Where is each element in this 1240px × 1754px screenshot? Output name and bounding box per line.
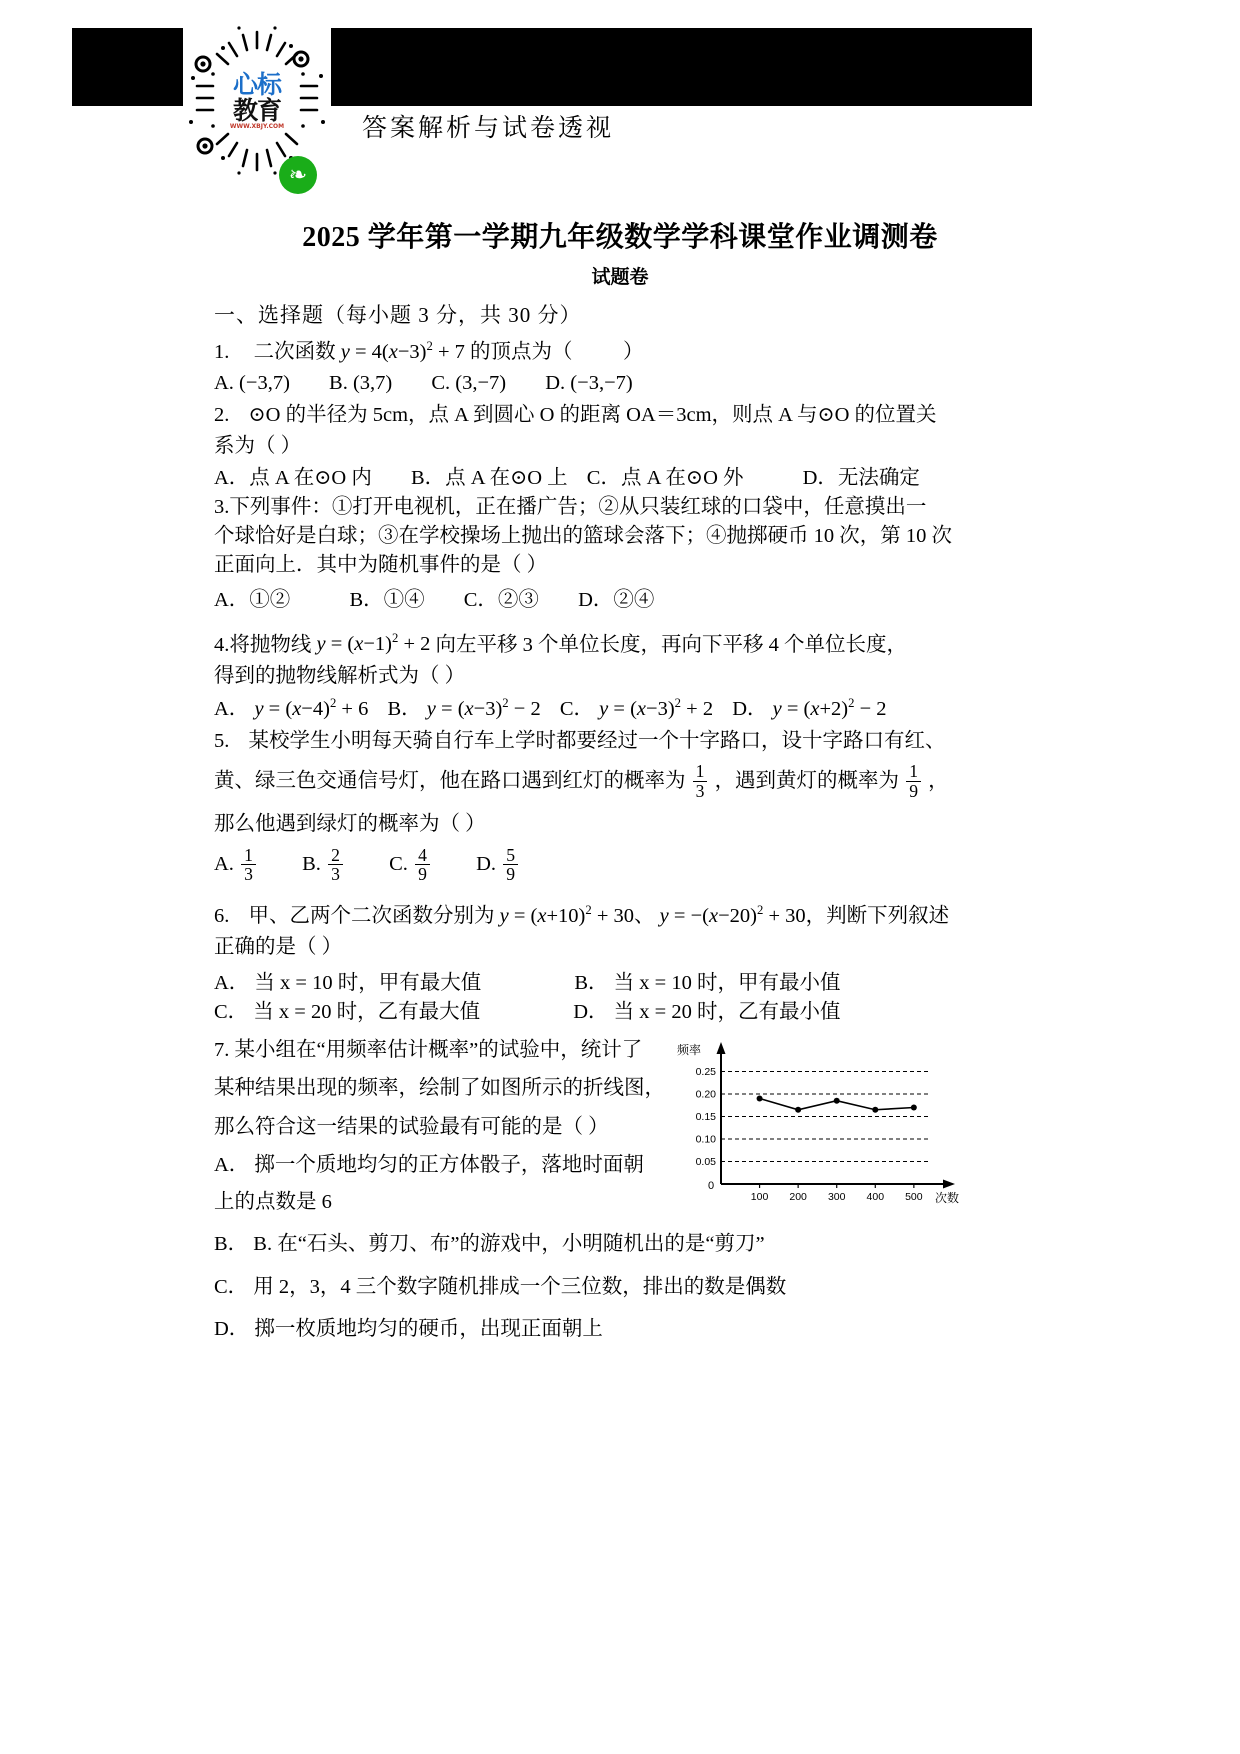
question-6-formula-1: $y = (x+10)^2 + 30$ (499, 902, 635, 927)
question-4-line-1 (214, 633, 1014, 655)
question-7-line-3: 那么符合这一结果的试验最有可能的是（ ） (214, 1115, 609, 1138)
svg-text:500: 500 (905, 1190, 923, 1203)
svg-text:400: 400 (866, 1190, 885, 1203)
question-5-text-2a: 黄、绿三色交通信号灯，他在路口遇到红灯的概率为 (214, 769, 686, 792)
fraction: $\frac{4}{9}$ (415, 846, 430, 884)
option-b[interactable]: B． B. 在“石头、剪刀、布”的游戏中，小明随机出的是“剪刀” (214, 1233, 765, 1256)
question-5-line-1 (214, 731, 1014, 752)
question-5-text-1: 某校学生小明每天骑自行车上学时都要经过一个十字路口，设十字路口有红、 (248, 729, 946, 752)
option-b[interactable]: B．点 A 在⊙O 上 (410, 466, 568, 489)
brand-line-1: 心标 (232, 70, 281, 99)
question-5-number: 5. (214, 729, 230, 752)
svg-text:200: 200 (789, 1190, 807, 1203)
option-c[interactable]: C. $\frac{4}{9}$ (389, 853, 437, 875)
question-7-text (214, 1040, 669, 1213)
question-6-text-post: ，判断下列叙述 (805, 904, 950, 927)
fraction-one-third: $\frac{1}{3}$ (693, 762, 708, 800)
wechat-miniprogram-icon: ❧ (279, 156, 317, 194)
option-b[interactable]: B. (3,7) (329, 372, 393, 395)
option-d[interactable]: D． $y = (x+2)^2 - 2$ (732, 696, 887, 721)
question-7 (214, 1040, 1014, 1340)
question-3 (214, 494, 1014, 614)
option-a[interactable]: A. $\frac{1}{3}$ (214, 853, 263, 875)
question-1-formula: $y = 4(x-3)^2 + 7$ (340, 339, 465, 363)
question-2 (214, 405, 1014, 489)
question-1-options (214, 373, 1014, 394)
question-6-text-pre: 甲、乙两个二次函数分别为 (248, 904, 500, 927)
option-c[interactable]: C． 当 x = 20 时，乙有最大值 (214, 1001, 481, 1024)
option-b[interactable]: B． $y = (x-3)^2 - 2$ (387, 696, 541, 721)
question-6 (214, 904, 1014, 1028)
option-c[interactable]: C．点 A 在⊙O 外 (586, 466, 744, 489)
question-4-line-2: 得到的抛物线解析式为（ ） (214, 664, 466, 687)
question-3-text-1: 下列事件：①打开电视机，正在播广告；②从只装红球的口袋中，任意摸出一 (229, 496, 927, 519)
chart-svg (659, 1034, 989, 1209)
svg-text:0.25: 0.25 (695, 1065, 716, 1078)
option-d[interactable]: D． 掷一枚质地均匀的硬币，出现正面朝上 (214, 1318, 603, 1341)
question-6-number: 6. (214, 904, 230, 927)
option-a[interactable]: A． $y = (x-4)^2 + 6$ (214, 696, 369, 721)
question-2-line-1 (214, 405, 1014, 426)
option-d[interactable]: D. (−3,−7) (545, 372, 633, 395)
option-c[interactable]: C．②③ (463, 589, 539, 612)
question-3-number: 3. (214, 496, 230, 519)
qr-code[interactable] (183, 26, 331, 188)
question-1 (214, 340, 1014, 394)
question-7-text-1: 某小组在“用频率估计概率”的试验中，统计了 (234, 1038, 643, 1061)
option-d[interactable]: D． 当 x = 20 时，乙有最小值 (573, 1001, 841, 1024)
question-1-stem-pre: 二次函数 (253, 340, 341, 363)
question-4-options (214, 697, 1014, 719)
qr-brand-logo (214, 66, 300, 136)
question-7-number: 7. (214, 1038, 230, 1061)
question-1-number: 1. (214, 340, 230, 363)
brand-url: WWW.XBJY.COM (229, 123, 285, 130)
option-c[interactable]: C. (3,−7) (431, 372, 507, 395)
question-6-formula-2: $y = -(x-20)^2 + 30$ (659, 902, 806, 927)
fraction: $\frac{2}{3}$ (328, 846, 343, 884)
option-b[interactable]: B. $\frac{2}{3}$ (302, 853, 350, 875)
question-7-remaining-options (214, 1234, 1014, 1340)
page-title: 2025 学年第一学期九年级数学学科课堂作业调测卷 (302, 222, 938, 253)
svg-text:0.05: 0.05 (695, 1155, 716, 1168)
question-2-line-2: 系为（ ） (214, 435, 302, 458)
question-5-options (214, 846, 1014, 884)
option-a[interactable]: A． 掷一个质地均匀的正方体骰子，落地时面朝 (214, 1154, 644, 1177)
question-7-line-2: 某种结果出现的频率，绘制了如图所示的折线图， (214, 1077, 665, 1100)
chart-y-gridlines (696, 1066, 931, 1168)
svg-text:0.15: 0.15 (695, 1110, 716, 1123)
question-3-line-3: 正面向上．其中为随机事件的是（ ） (214, 554, 548, 577)
question-1-stem-post: 的顶点为（ (470, 340, 573, 363)
option-b[interactable]: B．①④ (349, 589, 425, 612)
question-3-options (214, 587, 1014, 614)
question-5-text-2c: ， (928, 769, 949, 792)
chart-xlabel: 次数 (935, 1190, 960, 1205)
option-a[interactable]: A．①② (214, 589, 291, 612)
question-4-formula: $y = (x-1)^2 + 2$ (316, 631, 431, 656)
svg-text:0.10: 0.10 (695, 1133, 716, 1146)
option-d[interactable]: D．②④ (578, 589, 655, 612)
option-a[interactable]: A. (−3,7) (214, 372, 290, 395)
exam-body (214, 305, 1014, 1346)
question-7-line-1 (214, 1040, 669, 1061)
question-5-text-2b: ，遇到黄灯的概率为 (714, 769, 900, 792)
brand-line-2: 教育 (232, 96, 281, 125)
question-4-text-post: 向左平移 3 个单位长度，再向下平移 4 个单位长度， (430, 633, 908, 656)
option-d[interactable]: D．无法确定 (802, 466, 920, 489)
option-a-cont: 上的点数是 6 (214, 1190, 332, 1213)
question-6-options (214, 969, 1014, 1028)
question-4-number: 4. (214, 633, 230, 656)
question-2-options (214, 468, 1014, 489)
question-3-line-2: 个球恰好是白球；③在学校操场上抛出的篮球会落下；④抛掷硬币 10 次，第 10 次 (214, 525, 952, 548)
fraction-one-ninth: $\frac{1}{9}$ (906, 762, 921, 800)
option-a[interactable]: A．点 A 在⊙O 内 (214, 466, 372, 489)
chart-x-ticks (751, 1184, 923, 1203)
banner-subtitle: 答案解析与试卷透视 (362, 115, 615, 142)
option-b[interactable]: B． 当 x = 10 时，甲有最小值 (574, 971, 841, 994)
question-2-number: 2. (214, 403, 230, 426)
question-3-line-1 (214, 494, 1014, 521)
question-4-text-pre: 将抛物线 (229, 633, 317, 656)
chart-origin-label: 0 (707, 1179, 715, 1192)
question-2-text-1: ⊙O 的半径为 5cm，点 A 到圆心 O 的距离 OA＝3cm，则点 A 与⊙O 的位置关 (248, 403, 937, 426)
svg-text:300: 300 (827, 1190, 846, 1203)
section-heading: 一、选择题（每小题 3 分，共 30 分） (214, 303, 582, 327)
svg-text:0.20: 0.20 (695, 1088, 716, 1101)
fraction: $\frac{5}{9}$ (503, 846, 518, 884)
option-d[interactable]: D. $\frac{5}{9}$ (476, 853, 520, 875)
fraction: $\frac{1}{3}$ (241, 846, 256, 884)
question-1-stem: 1. 二次函数 $y = 4(x-3)^2 + 7$ 的顶点为（ ） (214, 339, 644, 363)
svg-text:100: 100 (750, 1190, 769, 1203)
question-6-line-1: 6. 甲、乙两个二次函数分别为 $y = (x+10)^2 + 30$、 $y = -(x-20)^2 + 30$，判断下列叙述 (214, 902, 950, 927)
option-c[interactable]: C． $y = (x-3)^2 + 2$ (559, 696, 714, 721)
question-5-line-3: 那么他遇到绿灯的概率为（ ） (214, 813, 486, 836)
question-6-line-2: 正确的是（ ） (214, 936, 343, 958)
chart-ylabel: 频率 (677, 1042, 702, 1057)
option-a[interactable]: A． 当 x = 10 时，甲有最大值 (214, 971, 482, 994)
question-5-line-2 (214, 762, 1014, 800)
option-c[interactable]: C． 用 2，3，4 三个数字随机排成一个三位数，排出的数是偶数 (214, 1275, 787, 1298)
question-4 (214, 633, 1014, 720)
question-5 (214, 731, 1014, 884)
frequency-line-chart (659, 1034, 989, 1209)
page-subtitle: 试题卷 (591, 267, 649, 288)
